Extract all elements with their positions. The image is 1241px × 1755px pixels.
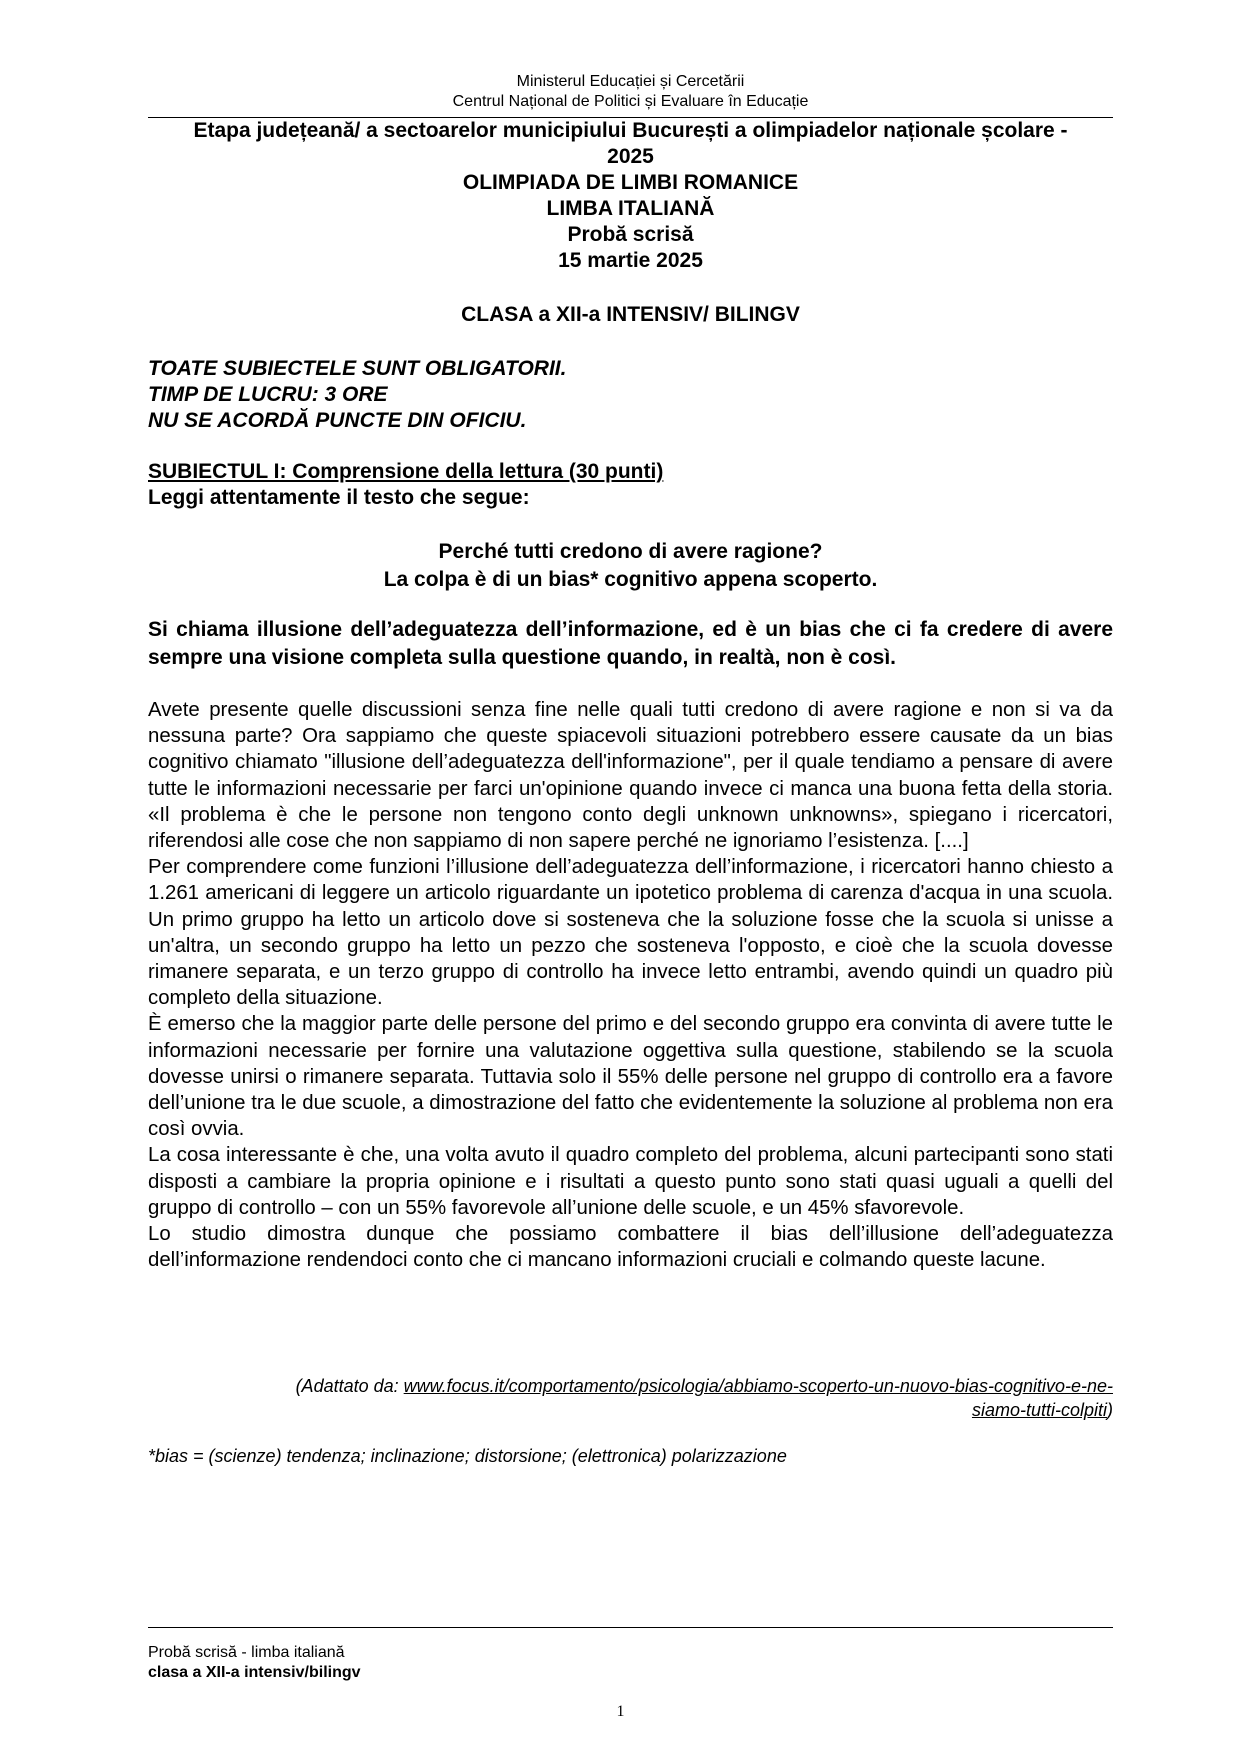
footer-divider (148, 1627, 1113, 1628)
ministry-name: Ministerul Educației și Cercetării (516, 73, 745, 90)
center-name: Centrul Național de Politici și Evaluare în Educație (452, 93, 809, 110)
subject-heading: SUBIECTUL I: Comprensione della lettura (30 punti) (148, 460, 664, 483)
source-suffix: ) (1107, 1400, 1113, 1420)
class-level: CLASA a XII-a INTENSIV/ BILINGV (461, 303, 800, 326)
exam-date: 15 martie 2025 (558, 249, 703, 272)
exam-title (148, 118, 1113, 274)
article-paragraph: La cosa interessante è che, una volta avuto il quadro completo del problema, alcuni partecipanti sono stati disposti a cambiare la propria opinione e i risultati a questo punto sono stati quasi uguali a quelli del gruppo di controllo – con un 55% favorevole all’unione delle scuole, e un 45% sfavorevole. (148, 1144, 1113, 1219)
article-body (148, 697, 1113, 1273)
source-link-continued[interactable]: siamo-tutti-colpiti (971, 1400, 1107, 1420)
rule-item: TIMP DE LUCRU: 3 ORE (148, 383, 388, 406)
title-line-1: Etapa județeană/ a sectoarelor municipiului București a olimpiadelor naționale școlare - (193, 119, 1068, 142)
page-number: 1 (616, 1703, 625, 1720)
rule-item: TOATE SUBIECTELE SUNT OBLIGATORII. (148, 357, 567, 380)
article-title (148, 538, 1113, 594)
footer-line-2: clasa a XII-a intensiv/bilingv (148, 1664, 361, 1681)
subject-section (148, 459, 663, 511)
olympiad-name: OLIMPIADA DE LIMBI ROMANICE (462, 171, 799, 194)
source-prefix: (Adattato da (295, 1376, 394, 1396)
article-lead: Si chiama illusione dell’adeguatezza dell’informazione, ed è un bias che ci fa credere di avere sempre una visione completa sulla questione quando, in realtà, non è così. (148, 618, 1113, 669)
article-paragraph: Avete presente quelle discussioni senza fine nelle quali tutti credono di avere ragione e non si va da nessuna parte? Ora sappiamo che queste spiacevoli situazioni potrebbero essere causate da un bias cognitivo chiamato "illusione dell’adeguatezza dell'informazione", per il quale tendiamo a pensare di avere tutte le informazioni necessarie per farci un'opinione quando invece ci manca una buona fetta della storia. «Il problema è che le persone non tengono conto degli unknown unknowns», spiegano i ricercatori, riferendosi alle cose che non sappiamo di non sapere perché ne ignoriamo l’esistenza. [....] (148, 699, 1113, 853)
source-link[interactable]: www.focus.it/comportamento/psicologia/abbiamo-scoperto-un-nuovo-bias-cognitivo-e-ne- (403, 1376, 1113, 1396)
title-line-2: 2025 (607, 145, 654, 168)
rule-item: NU SE ACORDĂ PUNCTE DIN OFICIU. (148, 409, 527, 432)
article-paragraph: Lo studio dimostra dunque che possiamo combattere il bias dell’illusione dell’adeguatezza dell’informazione rendendoci conto che ci mancano informazioni cruciali e colmando queste lacune. (148, 1223, 1113, 1272)
page-header (148, 72, 1113, 112)
language-name: LIMBA ITALIANĂ (546, 197, 715, 220)
footnote: *bias = (scienze) tendenza; inclinazione; distorsione; (elettronica) polarizzazione (148, 1446, 787, 1466)
article-title-line-2: La colpa è di un bias* cognitivo appena scoperto. (383, 568, 878, 591)
source-citation (148, 1374, 1113, 1422)
subject-instruction: Leggi attentamente il testo che segue: (148, 486, 530, 509)
article-paragraph: È emerso che la maggior parte delle persone del primo e del secondo gruppo era convinta di avere tutte le informazioni necessarie per fornire una valutazione oggettiva sulla questione, stabilendo se la scuola dovesse unirsi o rimanere separata. Tuttavia solo il 55% delle persone nel gruppo di controllo era a favore dell’unione tra le due scuole, a dimostrazione del fatto che evidentemente la soluzione al problema non era così ovvia. (148, 1013, 1113, 1141)
footer-line-1: Probă scrisă - limba italiană (148, 1644, 345, 1661)
exam-type: Probă scrisă (567, 223, 694, 246)
article-title-line-1: Perché tutti credono di avere ragione? (438, 540, 823, 563)
source-colon: : (393, 1376, 404, 1396)
article-paragraph: Per comprendere come funzioni l’illusione dell’adeguatezza dell’informazione, i ricercatori hanno chiesto a 1.261 americani di leggere un articolo riguardante un ipotetico problema di carenza d'acqua in una scuola. Un primo gruppo ha letto un articolo dove si sosteneva che la soluzione fosse che la scuola si unisse a un'altra, un secondo gruppo ha letto un pezzo che sosteneva l'opposto, e cioè che la scuola dovesse rimanere separata, e un terzo gruppo di controllo ha invece letto entrambi, avendo quindi un quadro più completo della situazione. (148, 856, 1113, 1010)
exam-rules (148, 356, 566, 434)
page-footer (148, 1643, 361, 1683)
